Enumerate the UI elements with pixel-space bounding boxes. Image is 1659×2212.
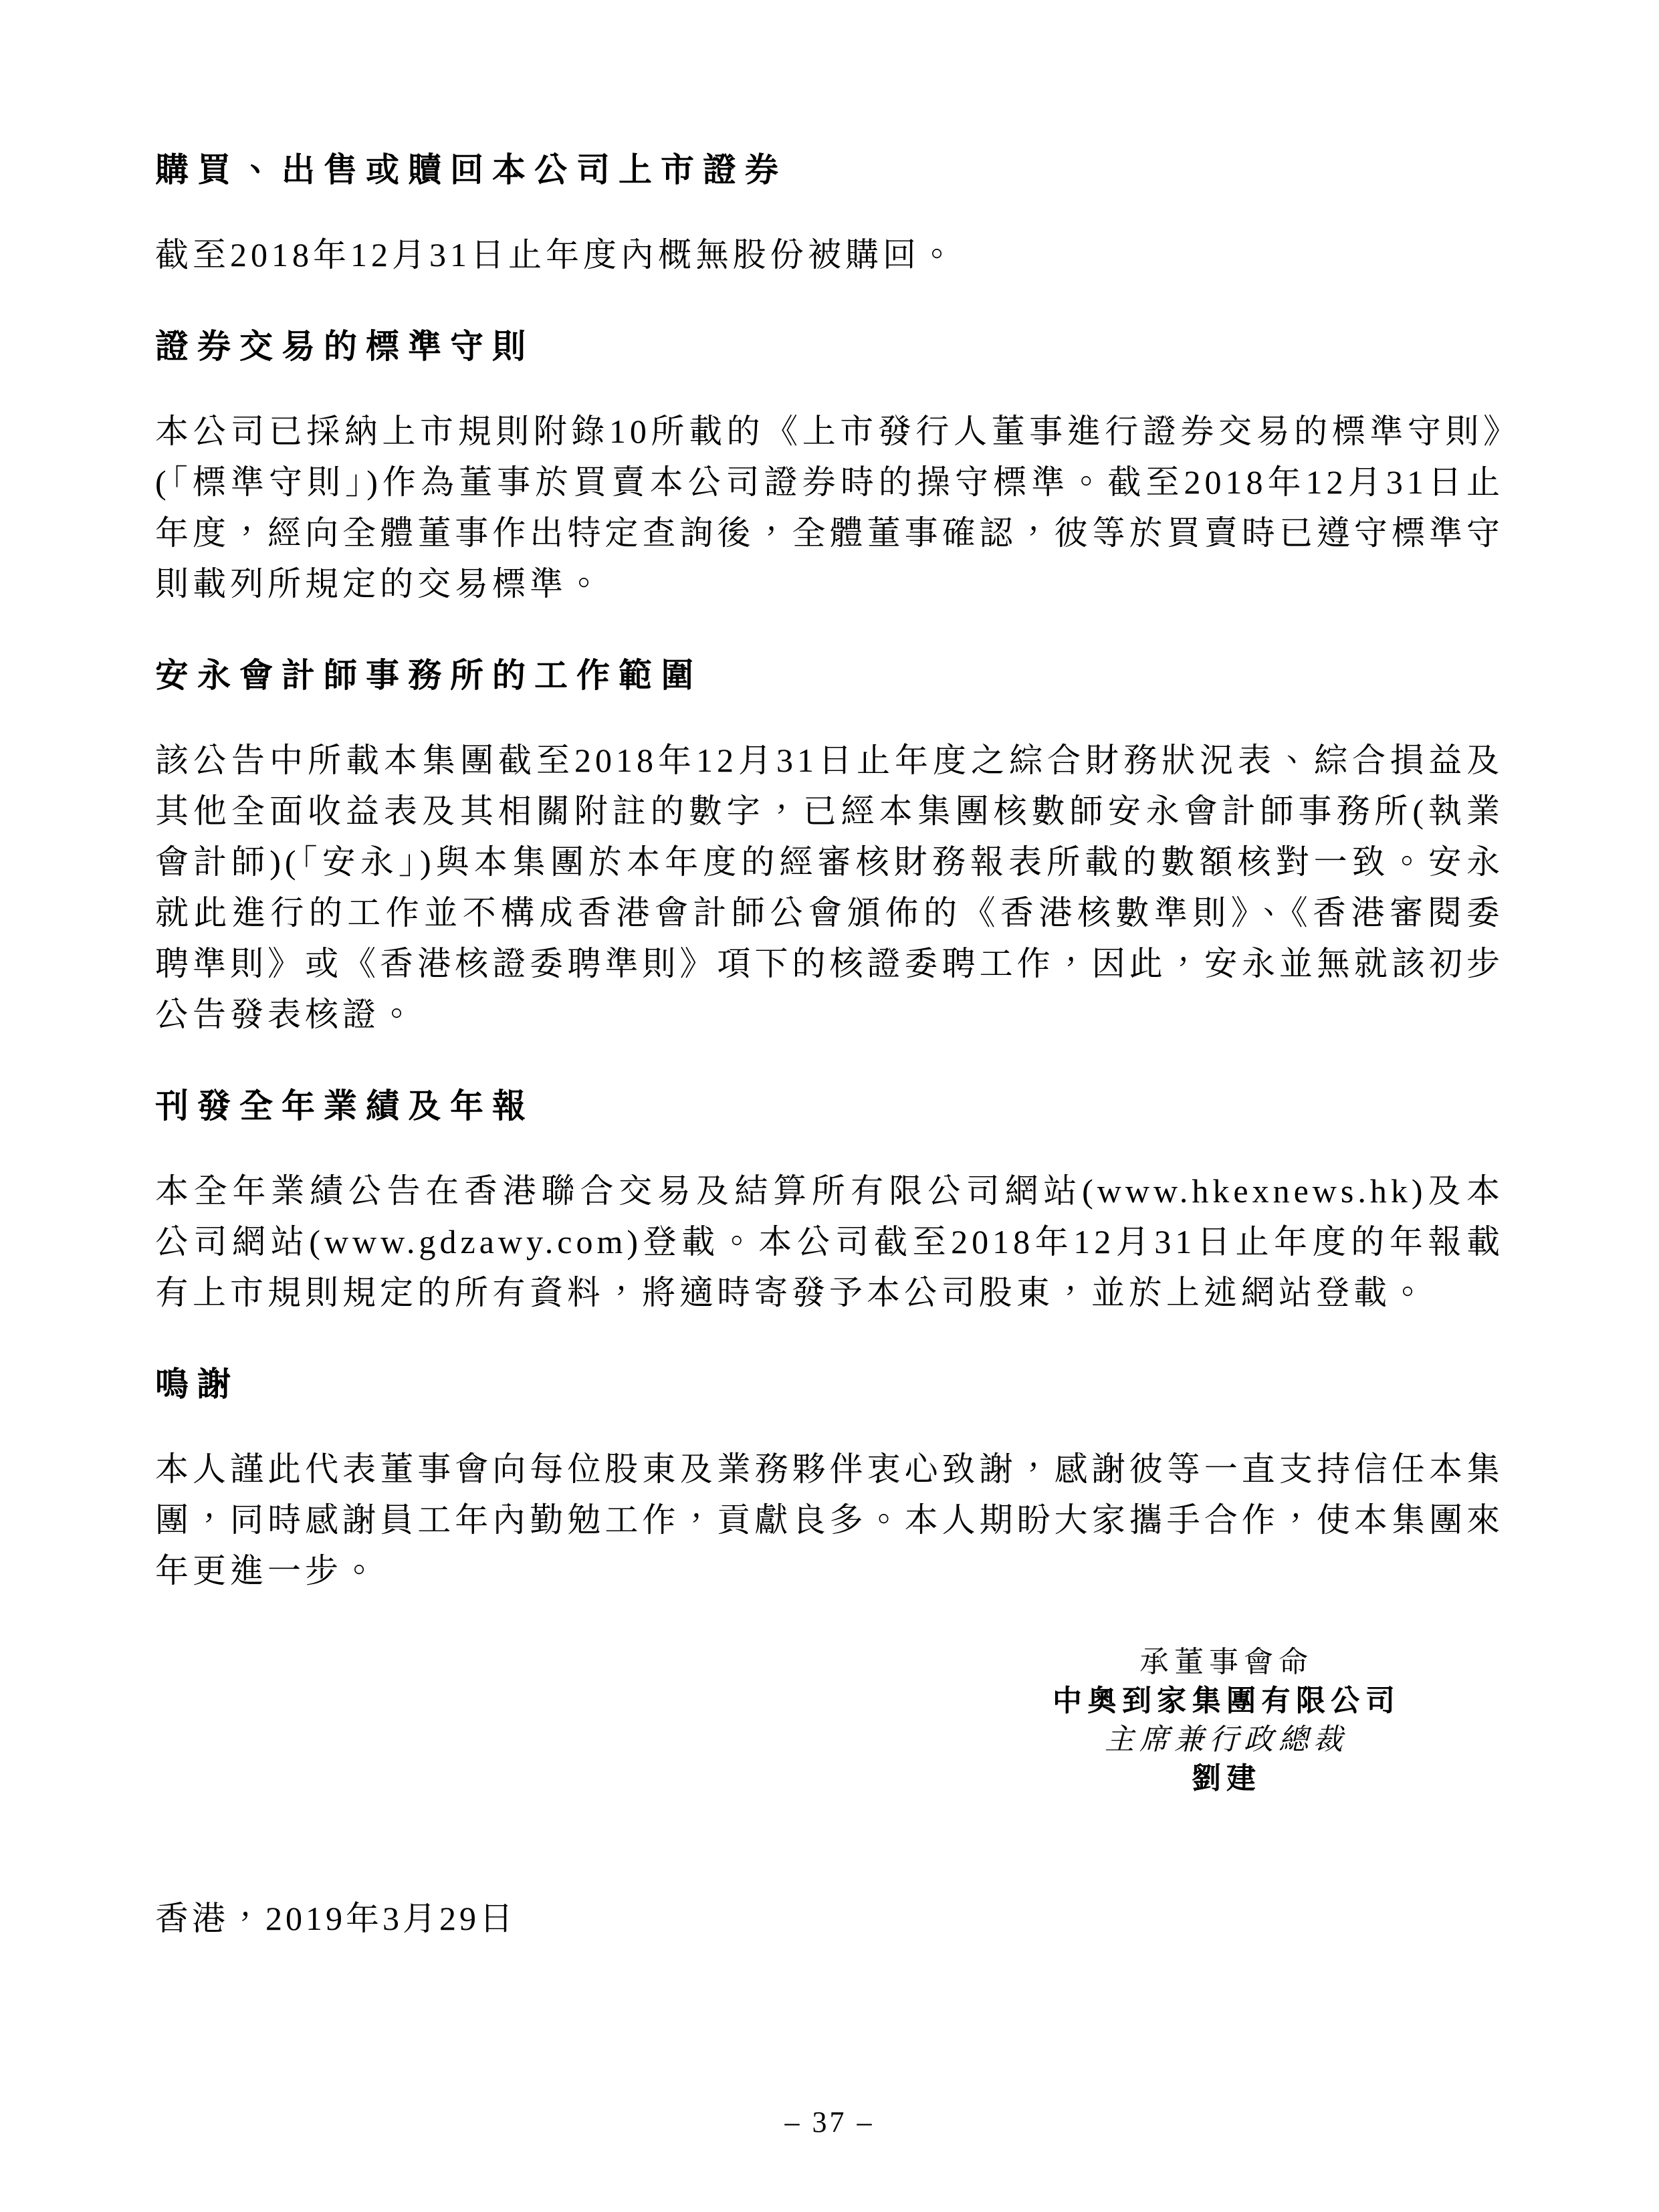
section-publication-of-results xyxy=(155,1087,1504,1318)
section-heading-appreciation: 鳴謝 xyxy=(155,1365,239,1403)
section-paragraph: 截至2018年12月31日止年度內概無股份被購回。 xyxy=(155,236,958,273)
section-paragraph: 本全年業績公告在香港聯合交易及結算所有限公司網站(www.hkexnews.hk)及本公司網站(www.gdzawy.com)登載。本公司截至2018年12月31日止年度的年報載有上市規則規定的所有資料，將適時寄發予本公司股東，並於上述網站登載。 xyxy=(155,1172,1504,1311)
section-ey-scope-of-work xyxy=(155,656,1504,1040)
section-paragraph: 本公司已採納上市規則附錄10所載的《上市發行人董事進行證券交易的標準守則》(「標準守則」)作為董事於買賣本公司證券時的操守標準。截至2018年12月31日止年度，經向全體董事作出特定查詢後，全體董事確認，彼等於買賣時已遵守標準守則載列所規定的交易標準。 xyxy=(155,413,1504,602)
section-heading-publication-of-results: 刊發全年業績及年報 xyxy=(155,1087,534,1125)
section-heading-model-code: 證券交易的標準守則 xyxy=(155,328,534,365)
signature-by-order-of-board: 承董事會命 xyxy=(1139,1646,1313,1678)
signature-signer-name: 劉建 xyxy=(1192,1762,1261,1795)
section-appreciation xyxy=(155,1365,1504,1596)
page-number: – 37 – xyxy=(784,2106,875,2138)
signature-company-name: 中奧到家集團有限公司 xyxy=(1053,1684,1400,1717)
signature-block xyxy=(1012,1643,1440,1798)
signature-signer-title: 主席兼行政總裁 xyxy=(1105,1723,1348,1756)
section-paragraph: 本人謹此代表董事會向每位股東及業務夥伴衷心致謝，感謝彼等一直支持信任本集團，同時感謝員工年內勤勉工作，貢獻良多。本人期盼大家攜手合作，使本集團來年更進一步。 xyxy=(155,1450,1504,1589)
section-model-code xyxy=(155,327,1504,609)
section-paragraph: 該公告中所載本集團截至2018年12月31日止年度之綜合財務狀況表、綜合損益及其他全面收益表及其相關附註的數字，已經本集團核數師安永會計師事務所(執業會計師)(「安永」)與本集團於本年度的經審核財務報表所載的數額核對一致。安永就此進行的工作並不構成香港會計師公會頒佈的《香港核數準則》、《香港審閱委聘準則》或《香港核證委聘準則》項下的核證委聘工作，因此，安永並無就該初步公告發表核證。 xyxy=(155,742,1504,1033)
section-heading-ey-scope-of-work: 安永會計師事務所的工作範圍 xyxy=(155,657,703,694)
section-buy-sell-redeem xyxy=(155,150,1504,280)
dateline: 香港，2019年3月29日 xyxy=(155,1900,516,1937)
section-heading-buy-sell-redeem: 購買、出售或贖回本公司上市證券 xyxy=(155,151,787,189)
